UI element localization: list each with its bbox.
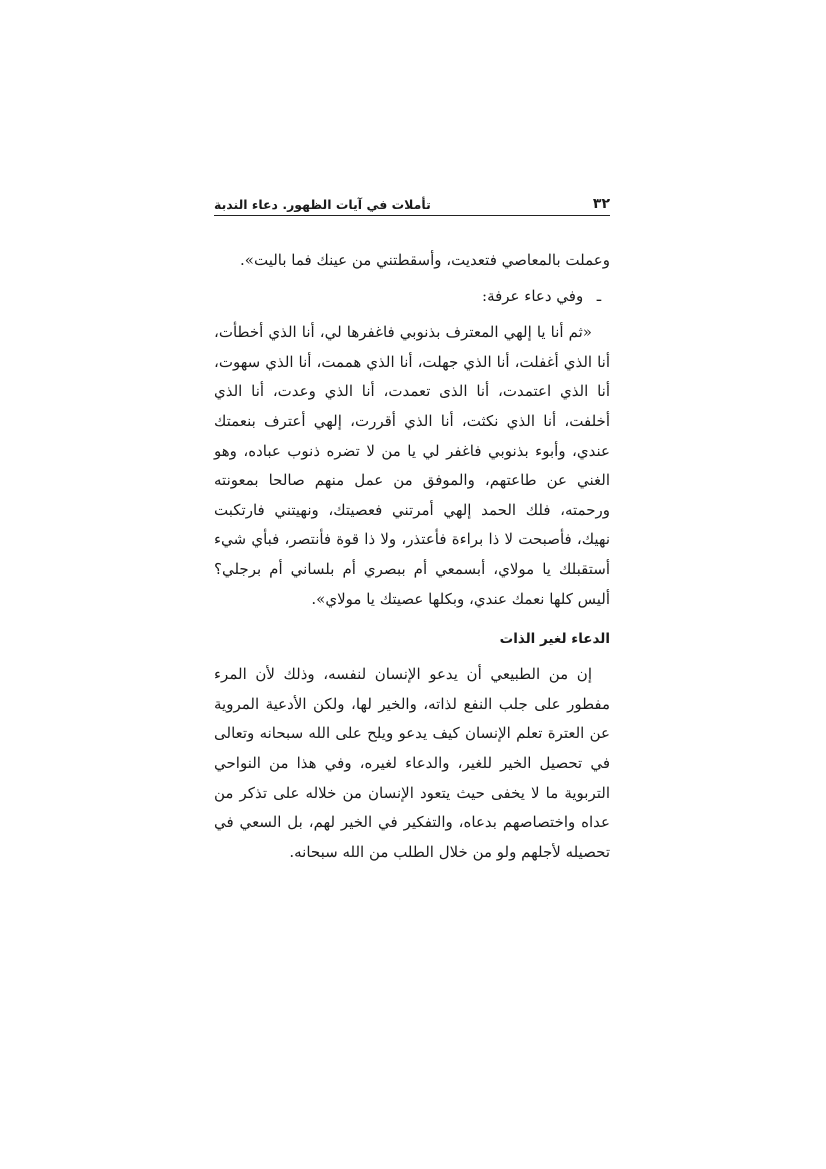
- continued-paragraph: وعملت بالمعاصي فتعديت، وأسقطتني من عينك فما باليت».: [240, 251, 610, 269]
- section-paragraph: إن من الطبيعي أن يدعو الإنسان لنفسه، وذلك لأن المرء مفطور على جلب النفع لذاته، والخير لها، ولكن الأدعية المروية عن العترة تعلم الإنسان كيف يدعو ويلح على الله سبحانه وتعالى في تحصيل الخير للغير، والدعاء لغيره، وفي هذا من النواحي التربوية ما لا يخفى حيث يتعود الإنسان من خلاله على تذكر من عداه واختصاصهم بدعاه، والتفكير في الخير لهم، بل السعي في تحصيله لأجلهم ولو من خلال الطلب من الله سبحانه.: [214, 665, 610, 861]
- running-header: [214, 188, 610, 216]
- book-page: [214, 188, 610, 867]
- section-heading: الدعاء لغير الذات: [499, 631, 610, 648]
- page-number: ٣٢: [592, 196, 610, 212]
- bullet-intro-text: وفي دعاء عرفة:: [482, 286, 584, 305]
- arafa-supplication-quote: «ثم أنا يا إلهي المعترف بذنوبي فاغفرها لي، أنا الذي أخطأت، أنا الذي أغفلت، أنا الذي جهلت، أنا الذي هممت، أنا الذي سهوت، أنا الذي اعتمدت، أنا الذى تعمدت، أنا الذي وعدت، أنا الذي أخلفت، أنا الذي نكثت، أنا الذي أقررت، إلهي أعترف بنعمتك عندي، وأبوء بذنوبي فاغفر لي يا من لا تضره ذنوب عباده، وهو الغني عن طاعتهم، والموفق من عمل منهم صالحا بمعونته ورحمته، فلك الحمد إلهي أمرتني فعصيتك، ونهيتني فارتكبت نهيك، فأصبحت لا ذا براءة فأعتذر، ولا ذا قوة فأنتصر، فبأي شيء أستقبلك يا مولاي، أبسمعي أم ببصري أم بلساني أم برجلي؟ أليس كلها نعمك عندي، وبكلها عصيتك يا مولاي».: [214, 323, 610, 608]
- page-content: [214, 246, 610, 867]
- bullet-intro-line: [214, 282, 610, 312]
- bullet-dash: ـ: [596, 286, 602, 305]
- book-title: تأملات في آيات الظهور. دعاء الندبة: [214, 197, 431, 212]
